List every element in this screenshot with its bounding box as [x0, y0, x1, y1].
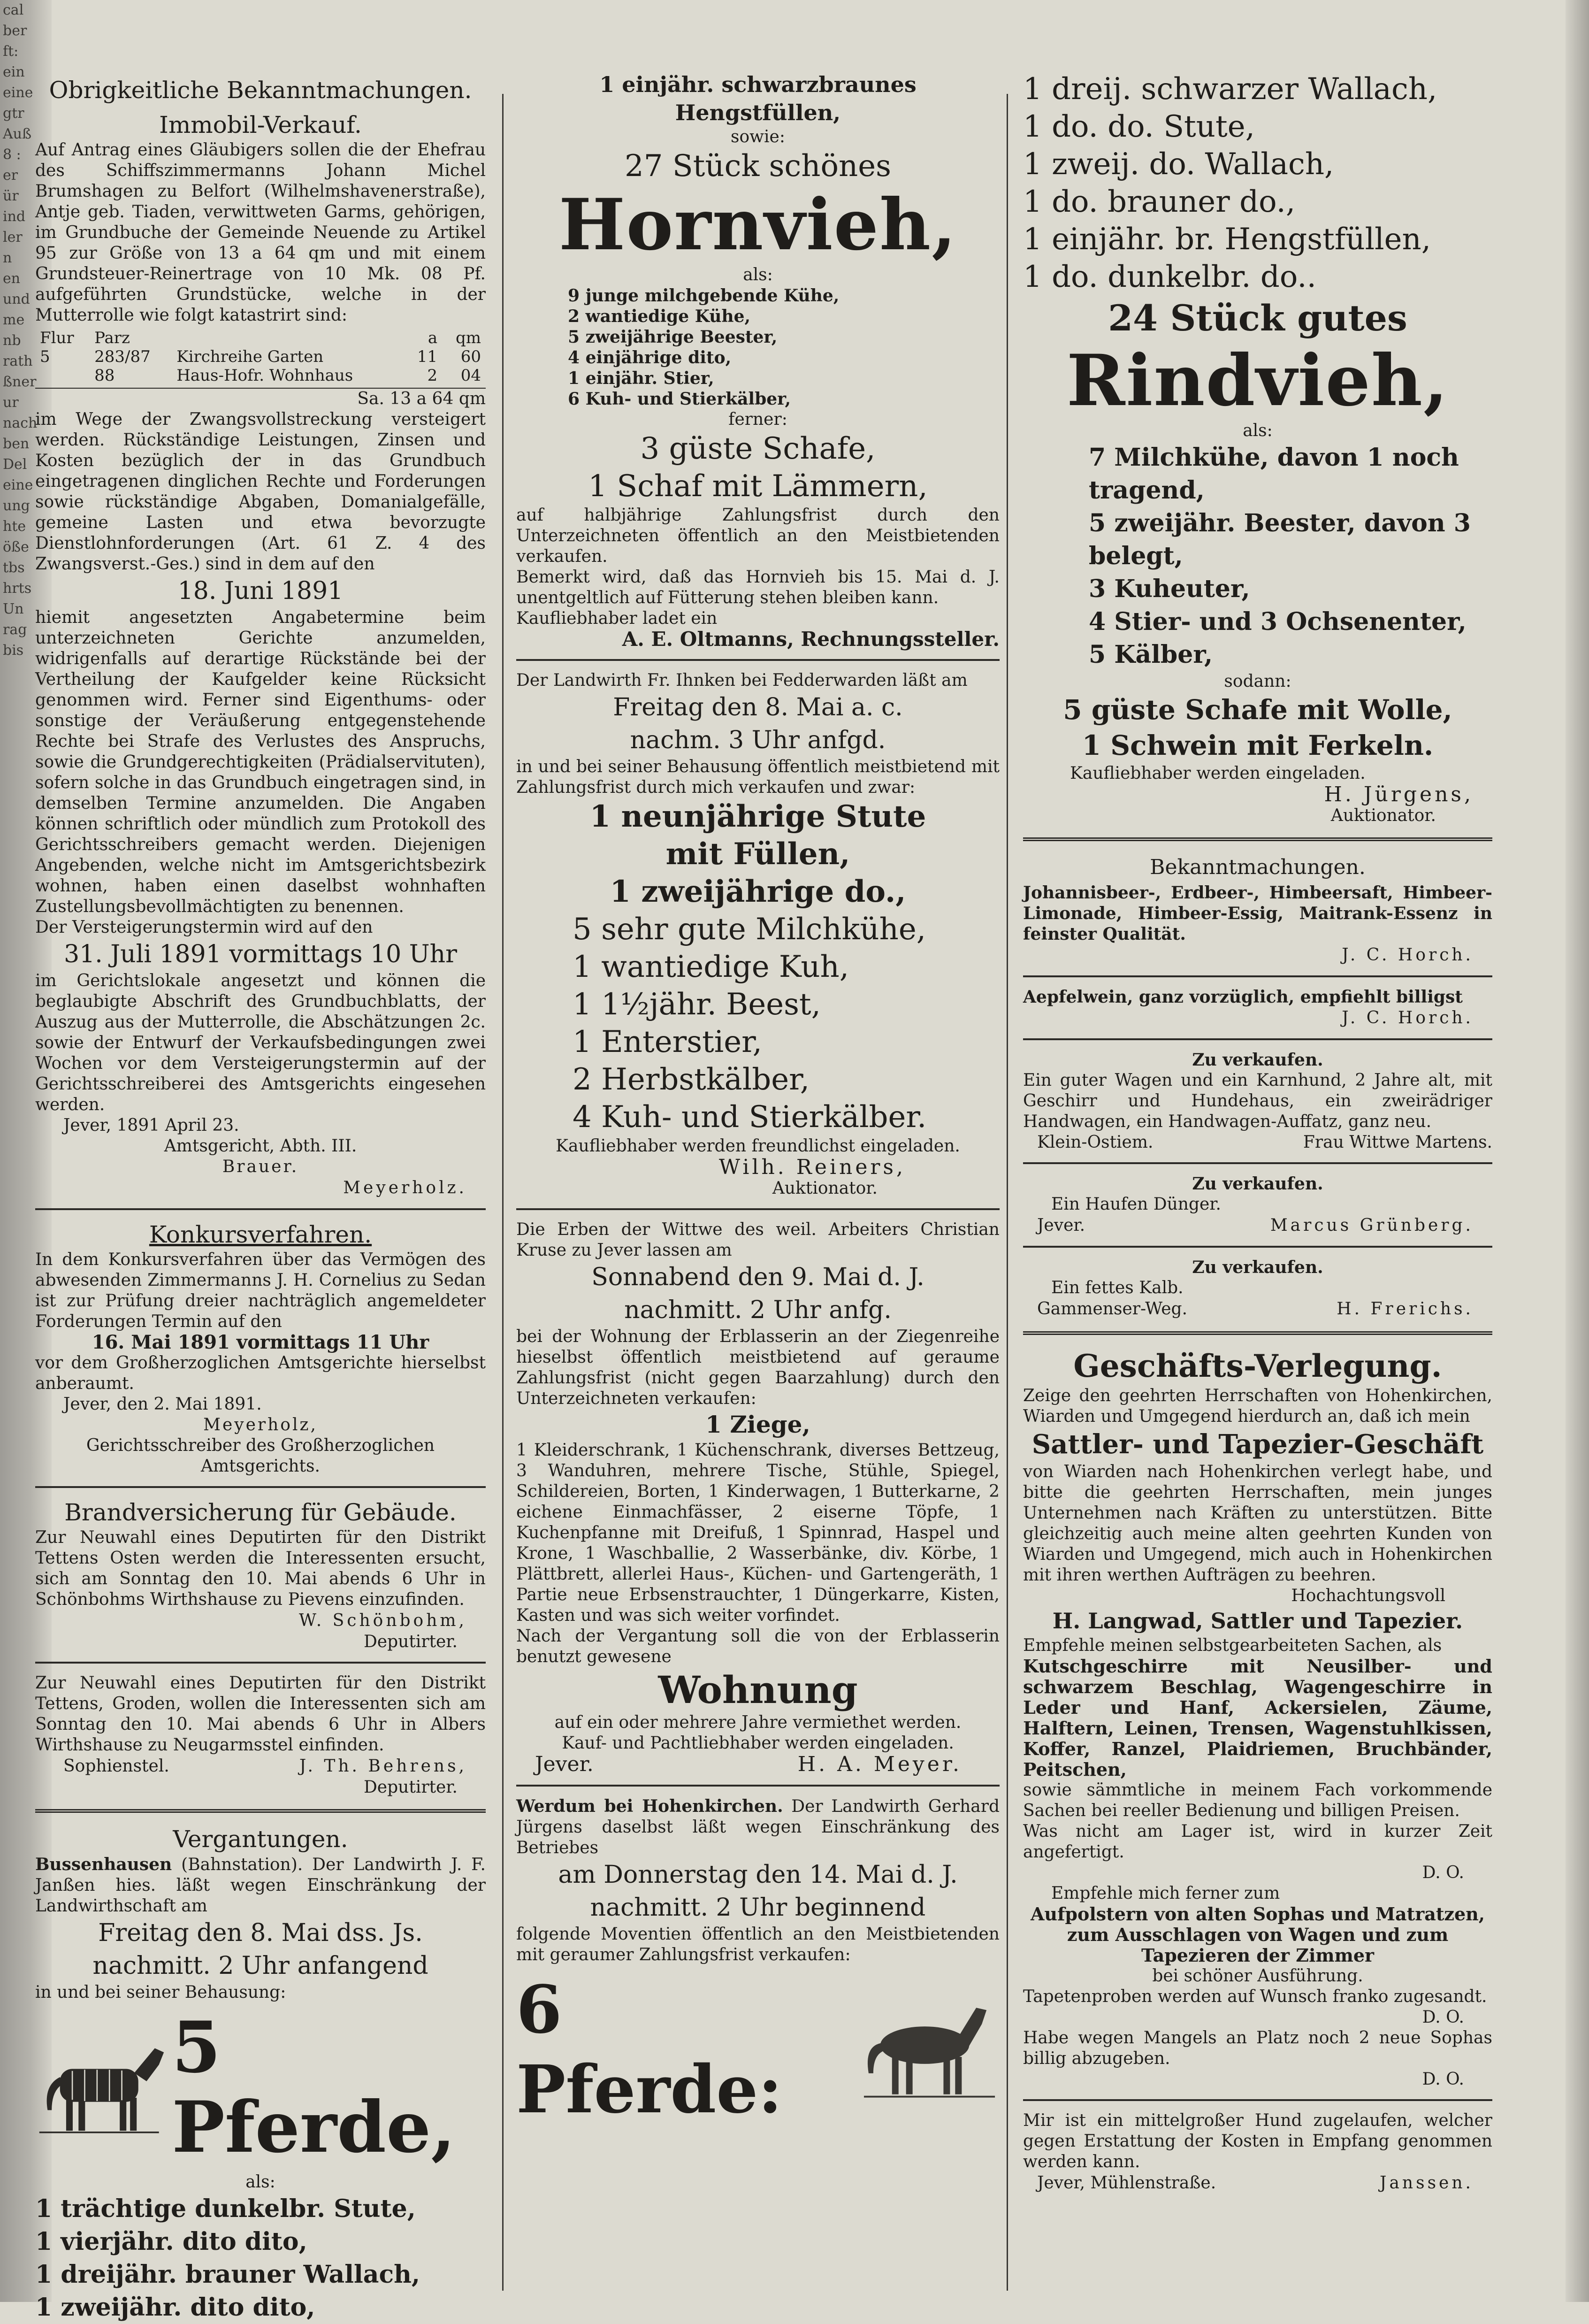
table-cell: Parz — [94, 329, 130, 347]
table-cell: Kirchreihe Garten — [176, 347, 324, 366]
list-item: 5 sehr gute Milchkühe, — [573, 912, 926, 947]
place-date: Jever, den 2. Mai 1891. — [63, 1395, 262, 1414]
gutter-fragment: cal — [3, 2, 24, 18]
notice-text: Der Versteigerungstermin wird auf den — [35, 918, 373, 937]
table-cell: 60 — [460, 347, 481, 366]
list-item: 1 zweij. do. Wallach, — [1023, 147, 1334, 182]
list-item: 6 Kuh- und Stierkälber, — [568, 389, 791, 409]
gutter-fragment: eine — [3, 477, 33, 493]
gutter-fragment: gtr — [3, 105, 24, 122]
heading-brandversicherung: Brandversicherung für Gebäude. — [64, 1499, 457, 1526]
label-ferner: ferner: — [728, 410, 787, 429]
place: Gammenser-Weg. — [1037, 1299, 1188, 1319]
product-list: Kutschgeschirre mit Neusilber- und schwarzem Beschlag, Wagengeschirre in Leder und Hanf, Ackersielen, Zäume, Halftern, Leinen, Trensen, Wagenstuhlkissen, Koffer, Ranzel, Plaidriemen, Bruchbänder, Peitschen, — [1023, 1656, 1492, 1780]
place-date: Jever, 1891 April 23. — [63, 1116, 239, 1135]
notice-text: Kauf- und Pachtliebhaber werden eingeladen. — [562, 1733, 954, 1753]
divider — [1023, 1038, 1492, 1040]
heading-bekanntmachungen: Bekanntmachungen. — [1150, 855, 1366, 879]
notice-text: Der Landwirth Gerhard Jürgens daselbst läßt wegen Einschränkung des Betriebes — [516, 1797, 1000, 1857]
heading-zu-verkaufen: Zu verkaufen. — [1192, 1174, 1323, 1194]
signature: A. E. Oltmanns, Rechnungssteller. — [622, 628, 1000, 651]
column-rule-2 — [1007, 94, 1008, 2291]
signature: H. Frerichs. — [1337, 1299, 1474, 1319]
table-cell: 283/87 — [94, 347, 151, 366]
table-cell: 88 — [94, 366, 115, 385]
notice-text: Auf Antrag eines Gläubigers sollen die der Ehefrau des Schiffszimmermanns Johann Michel Brumshagen zu Belfort (Wilhelmshavenerstraße), Antje geb. Tiaden, verwittweten Garms, gehörigen, im Grundbuche der Gemeinde Neuende zu Artikel 95 zur Größe von 13 a 64 qm und mit einem Grundsteuer-Reinertrage von 10 Mk. 08 Pf. aufgeführten Grundstücke, welche in der Mutterrolle wie folgt katastrirt sind: — [35, 140, 486, 325]
divider — [516, 1785, 1000, 1787]
notice-text: Habe wegen Mangels an Platz noch 2 neue Sophas billig abzugeben. — [1023, 2028, 1492, 2068]
list-item: 4 einjährige dito, — [568, 348, 732, 368]
divider — [35, 1809, 486, 1813]
parcel-table — [35, 329, 486, 385]
date-line: Freitag den 8. Mai a. c. — [613, 693, 903, 721]
divider — [35, 1208, 486, 1210]
notice-text: Die Erben der Wittwe des weil. Arbeiters Christian Kruse zu Jever lassen am — [516, 1220, 1000, 1260]
gutter-fragment: ur — [3, 394, 19, 411]
signature: J. C. Horch. — [1342, 945, 1474, 965]
notice-text: Ein guter Wagen und ein Karnhund, 2 Jahre alt, mit Geschirr und Hundehaus, ein zweirädriger Handwagen, ein Handwagen-Auffatz, ganz neu. — [1023, 1071, 1492, 1131]
place: Jever. — [535, 1752, 594, 1776]
gutter-fragment: ind — [3, 208, 26, 225]
item-line: 5 güste Schafe mit Wolle, — [1063, 694, 1452, 726]
signature: Frau Wittwe Martens. — [1303, 1133, 1492, 1152]
notice-text: hiemit angesetzten Angabetermine beim unterzeichneten Gerichte anzumelden, widrigenfalls auf derartige Rückstände bei der Vertheilung der Kaufgelder keine Rücksicht genommen wird. Ferner sind Eigenthums- oder sonstige der Veräußerung entgegenstehende Rechte bei Strafe des Verlustes des Anspruchs, sowie die Grundgerechtigkeiten (Prädialservituten), sofern solche in das Grundbuch eingetragen sind, in demselben Termine anzumelden. Die Angaben können schriftlich oder mündlich zum Protokoll des Gerichtsschreibers gemacht werden. Diejenigen Angebenden, welche nicht im Amtsgerichtsbezirk wohnen, haben einen daselbst wohnhaften Zustellungsbevollmächtigten zu benennen. — [35, 608, 486, 916]
signature: Meyerholz. — [343, 1178, 467, 1197]
notice-text: Mir ist ein mittelgroßer Hund zugelaufen, welcher gegen Erstattung der Kosten in Empfang genommen werden kann. — [1023, 2111, 1492, 2171]
signature: Wilh. Reiners, — [718, 1155, 906, 1179]
notice-text: Zeige den geehrten Herrschaften von Hohenkirchen, Wiarden und Umgegend hierdurch an, daß ich mein — [1023, 1386, 1492, 1426]
heading-geschaefts-verlegung: Geschäfts-Verlegung. — [1073, 1348, 1442, 1384]
column-2 — [516, 70, 1000, 2130]
list-item: 5 Kälber, — [1089, 640, 1213, 669]
notice-text: In dem Konkursverfahren über das Vermögen des abwesenden Zimmermanns J. H. Cornelius zu Sedan ist zur Prüfung dreier nachträglich angemeldeter Forderungen Termin auf den — [35, 1250, 486, 1331]
notice-text: Bemerkt wird, daß das Hornvieh bis 15. Mai d. J. unentgeltlich auf Fütterung stehen bleiben kann. — [516, 568, 1000, 607]
notice-text: Empfehle mich ferner zum — [1051, 1884, 1280, 1903]
item-line: 3 güste Schafe, — [640, 431, 876, 466]
table-cell: 11 — [417, 347, 438, 366]
signature-title: Auktionator. — [1330, 806, 1436, 825]
gutter-fragment: öße — [3, 539, 29, 555]
gutter-fragment: Del — [3, 456, 27, 473]
business-name: Sattler- und Tapezier-Geschäft — [1031, 1429, 1484, 1460]
divider — [1023, 2099, 1492, 2101]
list-item: 1 Ziege, — [705, 1411, 810, 1438]
notice-text: Tapetenproben werden auf Wunsch franko zugesandt. — [1023, 1987, 1487, 2006]
gutter-fragment: ler — [3, 229, 23, 245]
list-item: 2 wantiedige Kühe, — [568, 307, 751, 326]
gutter-fragment: n — [3, 250, 12, 266]
column-1 — [35, 70, 486, 2324]
list-item: 1 zweijährige do., — [610, 874, 906, 909]
label-als: als: — [245, 2172, 275, 2192]
signature-title: Deputirter. — [363, 1632, 458, 1651]
column-rule-1 — [502, 94, 504, 2291]
place: Klein-Ostiem. — [1037, 1133, 1154, 1152]
signature: J. Th. Behrens, — [299, 1756, 467, 1776]
gutter-fragment: und — [3, 291, 30, 307]
gutter-fragment: rag — [3, 621, 27, 638]
gutter-fragment: ber — [3, 23, 27, 39]
list-item: 7 Milchkühe, davon 1 noch tragend, — [1089, 443, 1459, 505]
list-item: 2 Herbstkälber, — [573, 1062, 810, 1097]
divider — [35, 1486, 486, 1488]
list-item: 1 dreijähr. brauner Wallach, — [35, 2260, 420, 2289]
signature: Janssen. — [1380, 2173, 1474, 2193]
signature-title: Gerichtsschreiber des Großherzoglichen Amtsgerichts. — [86, 1436, 435, 1476]
table-cell: 5 — [40, 347, 50, 366]
gutter-fragment: Un — [3, 601, 24, 617]
signature: Meyerholz, — [203, 1415, 318, 1434]
label-als: als: — [743, 265, 773, 284]
table-cell — [172, 329, 405, 347]
heading-zu-verkaufen: Zu verkaufen. — [1192, 1258, 1323, 1277]
divider — [516, 1208, 1000, 1210]
heading-vergantungen: Vergantungen. — [173, 1825, 348, 1853]
label-sowie: sowie: — [731, 127, 785, 146]
service-list: Aufpolstern von alten Sophas und Matratzen, zum Ausschlagen von Wagen und zum Tapezieren der Zimmer — [1030, 1903, 1485, 1966]
notice-text: in und bei seiner Behausung: — [35, 1983, 286, 2002]
label-sodann: sodann: — [1224, 672, 1291, 691]
divider — [1023, 1331, 1492, 1335]
wohnung-heading: Wohnung — [658, 1668, 858, 1712]
divider — [1023, 837, 1492, 841]
date-line: 31. Juli 1891 vormittags 10 Uhr — [64, 940, 457, 968]
notice-text: im Gerichtslokale angesetzt und können die beglaubigte Abschrift des Grundbuchblatts, der Auszug aus der Mutterrolle, die Abschätzungen 2c. sowie der Entwurf der Verkaufsbedingungen zwei Wochen vor dem Versteigerungstermin auf der Gerichtsschreiberei des Amtsgerichts eingesehen werden. — [35, 971, 486, 1114]
signature-title: Deputirter. — [363, 1778, 458, 1797]
date-line: nachmitt. 2 Uhr anfg. — [624, 1296, 892, 1324]
list-item: 1 einjähr. Stier, — [568, 368, 714, 388]
place: Sophienstel. — [63, 1756, 169, 1776]
gutter-fragment: ft: — [3, 43, 19, 60]
notice-text: Zur Neuwahl eines Deputirten für den Distrikt Tettens Osten werden die Interessenten ersucht, sich am Sonntag den 10. Mai abends 6 Uhr in Schönbohms Wirthshause zu Pievens einzufinden. — [35, 1528, 486, 1609]
list-item: 1 einjähr. br. Hengstfüllen, — [1023, 222, 1431, 257]
notice-text: Kaufliebhaber ladet ein — [516, 609, 718, 628]
list-item: 1 vierjähr. dito dito, — [35, 2227, 307, 2256]
signature: H. A. Meyer. — [797, 1752, 962, 1776]
initials: D. O. — [1422, 2070, 1464, 2089]
notice-text: Johannisbeer-, Erdbeer-, Himbeersaft, Himbeer-Limonade, Himbeer-Essig, Maitrank-Essenz in feinster Qualität. — [1023, 883, 1492, 944]
horse-illustration — [35, 2033, 167, 2141]
notice-text: Kaufliebhaber werden freundlichst eingeladen. — [556, 1136, 960, 1156]
place-name: Werdum bei Hohenkirchen. — [516, 1796, 783, 1816]
horses-heading: 5 Pferde, — [172, 2006, 456, 2169]
signature: H. Jürgens, — [1324, 782, 1474, 806]
list-item: 1 wantiedige Kuh, — [573, 950, 849, 984]
list-item: 1 trächtige dunkelbr. Stute, — [35, 2194, 416, 2223]
date-line: nachmitt. 2 Uhr anfangend — [92, 1952, 428, 1980]
list-item: 1 Enterstier, — [573, 1025, 762, 1059]
list-item: 1 neunjährige Stute — [589, 799, 926, 834]
notice-text: 1 Kleiderschrank, 1 Küchenschrank, diverses Bettzeug, 3 Wanduhren, mehrere Tische, Stühle, Spiegel, Schildereien, Borten, 1 Kinderwagen, 1 Butterkarne, 2 eichene Einmachfässer, 2 eiserne Töpfe, 1 Kuchenpfanne mit Dreifuß, 1 Spinnrad, Haspel und Krone, 1 Waschballie, 2 Wasserbänke, div. Körbe, 1 Plättbrett, allerlei Haus-, Küchen- und Gartengeräth, 1 Partie neue Erbsenstrauchter, 1 Düngerkarre, Kisten, Kasten und was sich weiter vorfindet. — [516, 1441, 1000, 1625]
notice-text: sowie sämmtliche in meinem Fach vorkommende Sachen bei reeller Bedienung und billigen Preisen. — [1023, 1780, 1492, 1820]
gutter-fragment: bis — [3, 642, 24, 659]
signature-title: Auktionator. — [772, 1179, 878, 1198]
gutter-fragment: en — [3, 270, 21, 287]
gutter-fragment: ür — [3, 188, 19, 204]
item-line: 24 Stück gutes — [1108, 297, 1407, 339]
notice-text: in und bei seiner Behausung öffentlich meistbietend mit Zahlungsfrist durch mich verkaufen und zwar: — [516, 757, 1000, 797]
table-cell: 2 — [427, 366, 438, 385]
heading-konkurs: Konkursverfahren. — [149, 1221, 372, 1248]
table-cell: 04 — [460, 366, 481, 385]
notice-text: Nach der Vergantung soll die von der Erblasserin benutzt gewesene — [516, 1626, 1000, 1666]
date-line: 16. Mai 1891 vormittags 11 Uhr — [92, 1331, 429, 1353]
gutter-fragment: me — [3, 312, 25, 328]
gutter-fragment: Auß — [3, 126, 32, 142]
gutter-fragment: hrts — [3, 580, 32, 597]
place: Jever. — [1037, 1216, 1085, 1235]
list-item: 9 junge milchgebende Kühe, — [568, 286, 840, 306]
divider — [516, 659, 1000, 661]
table-cell: a — [428, 329, 438, 347]
gutter-fragment: nach — [3, 415, 38, 431]
signature: J. C. Horch. — [1342, 1008, 1474, 1028]
notice-text: vor dem Großherzoglichen Amtsgerichte hierselbst anberaumt. — [35, 1353, 486, 1393]
gutter-fragment: er — [3, 167, 18, 184]
notice-text: Ein Haufen Dünger. — [1051, 1195, 1222, 1214]
table-cell — [35, 366, 90, 385]
gutter-fragment: ßner — [3, 374, 37, 390]
place: Jever, Mühlenstraße. — [1037, 2173, 1216, 2193]
list-item: 1 do. brauner do., — [1023, 184, 1296, 219]
gutter-fragment: ben — [3, 436, 30, 452]
divider — [1023, 975, 1492, 977]
page-edge — [1566, 0, 1589, 2302]
item-line: 27 Stück schönes — [625, 149, 891, 184]
divider — [1023, 1162, 1492, 1164]
place-name: Bussenhausen — [35, 1855, 172, 1874]
date-line: nachm. 3 Uhr anfgd. — [630, 726, 886, 754]
date-line: nachmitt. 2 Uhr beginnend — [590, 1894, 926, 1922]
table-sum: Sa. 13 a 64 qm — [35, 388, 486, 409]
notice-text: Zur Neuwahl eines Deputirten für den Distrikt Tettens, Groden, wollen die Interessenten sich am Sonntag den 10. Mai abends 6 Uhr in Albers Wirthshause zu Neugarmsstel einfinden. — [35, 1673, 486, 1755]
list-item: 1 1½jähr. Beest, — [573, 987, 821, 1022]
notice-text: Was nicht am Lager ist, wird in kurzer Zeit angefertigt. — [1023, 1822, 1492, 1862]
label-als: als: — [1243, 421, 1273, 440]
notice-text: Aepfelwein, ganz vorzüglich, empfiehlt billigst — [1023, 987, 1463, 1007]
notice-text: bei der Wohnung der Erblasserin an der Ziegenreihe hieselbst öffentlich meistbietend auf geraume Zahlungsfrist (nicht gegen Baarzahlung) durch den Unterzeichneten verkaufen: — [516, 1327, 1000, 1408]
item-line: 1 Schwein mit Ferkeln. — [1082, 729, 1434, 761]
gutter-fragment: rath — [3, 353, 33, 369]
initials: D. O. — [1422, 1863, 1464, 1882]
divider — [35, 1662, 486, 1664]
notice-text: auf halbjährige Zahlungsfrist durch den Unterzeichneten öffentlich an den Meistbietenden verkaufen. — [516, 506, 1000, 566]
notice-text: von Wiarden nach Hohenkirchen verlegt habe, und bitte die geehrten Herrschaften, mein junges Unternehmen nach Kräften zu unterstützen. Bitte gleichzeitig auch meine alten geehrten Kunden von Wiarden und Umgegend, mich auch in Hohenkirchen mit ihren werthen Aufträgen zu beehren. — [1023, 1462, 1492, 1585]
court-name: Amtsgericht, Abth. III. — [164, 1136, 357, 1156]
judge-name: Brauer. — [222, 1157, 299, 1176]
heading-zu-verkaufen: Zu verkaufen. — [1192, 1050, 1323, 1070]
table-cell: qm — [455, 329, 481, 347]
date-line: Freitag den 8. Mai dss. Js. — [98, 1919, 423, 1947]
date-line: 18. Juni 1891 — [177, 577, 344, 605]
item-line: 1 Schaf mit Lämmern, — [588, 469, 928, 504]
notice-text: Der Landwirth Fr. Ihnken bei Fedderwarden läßt am — [516, 671, 968, 690]
gutter-fragment: 8 : — [3, 146, 21, 163]
list-item: 3 Kuheuter, — [1089, 575, 1250, 603]
notice-text: Hochachtungsvoll — [1291, 1586, 1445, 1605]
signature: W. Schönbohm, — [299, 1611, 467, 1630]
list-item: 1 do. do. Stute, — [1023, 109, 1255, 144]
gutter-fragment: eine — [3, 84, 33, 101]
list-item: 5 zweijährige Beester, — [568, 327, 778, 347]
section-heading-official: Obrigkeitliche Bekanntmachungen. — [49, 77, 472, 104]
date-line: am Donnerstag den 14. Mai d. J. — [558, 1861, 958, 1889]
horse-illustration — [859, 1998, 1000, 2102]
table-cell: Haus-Hofr. Wohnhaus — [176, 366, 353, 385]
notice-text: (Bahnstation). Der Landwirth J. F. Janßen hies. läßt wegen Einschränkung der Landwirthschaft am — [35, 1855, 486, 1916]
heading-immobil-verkauf: Immobil-Verkauf. — [159, 111, 362, 138]
gutter-fragment: tbs — [3, 560, 25, 576]
notice-text: bei schöner Ausführung. — [1152, 1966, 1363, 1986]
initials: D. O. — [1422, 2008, 1464, 2027]
gutter-fragment: nb — [3, 332, 21, 349]
signature: Marcus Grünberg. — [1270, 1216, 1474, 1235]
notice-text: Kaufliebhaber werden eingeladen. — [1070, 764, 1366, 783]
rindvieh-heading: Rindvieh, — [1066, 339, 1449, 422]
hornvieh-heading: Hornvieh, — [558, 184, 957, 266]
list-item: 1 do. dunkelbr. do.. — [1023, 260, 1316, 294]
divider — [1023, 1246, 1492, 1248]
notice-text: Empfehle meinen selbstgearbeiteten Sachen, als — [1023, 1636, 1442, 1655]
list-item: mit Füllen, — [665, 836, 850, 872]
list-item: 1 zweijähr. dito dito, — [35, 2293, 315, 2322]
notice-text: folgende Moventien öffentlich an den Meistbietenden mit geraumer Zahlungsfrist verkaufen: — [516, 1925, 1000, 1964]
gutter-fragment: hte — [3, 518, 26, 535]
gutter-fragment: ein — [3, 64, 25, 80]
table-cell: Flur — [40, 329, 74, 347]
date-line: Sonnabend den 9. Mai d. J. — [591, 1263, 924, 1291]
notice-text: Ein fettes Kalb. — [1051, 1278, 1184, 1297]
notice-text: im Wege der Zwangsvollstreckung versteigert werden. Rückständige Leistungen, Zinsen und Kosten bezüglich der in das Grundbuch eingetragenen dinglichen Rechte und Forderungen sowie rückständige Abgaben, Domanialgefälle, gemeine Lasten und etwa bevorzugte Dienstlohnforderungen (Art. 61 Z. 4 des Zwangsverst.-Ges.) sind in dem auf den — [35, 410, 486, 574]
horses-heading: 6 Pferde: — [516, 1971, 782, 2128]
list-item: 1 dreij. schwarzer Wallach, — [1023, 72, 1437, 107]
notice-text: auf ein oder mehrere Jahre vermiethet werden. — [554, 1713, 962, 1732]
list-item: 4 Kuh- und Stierkälber. — [573, 1100, 927, 1135]
item-line: 1 einjähr. schwarzbraunes Hengstfüllen, — [599, 72, 917, 125]
list-item: 5 zweijähr. Beester, davon 3 belegt, — [1089, 509, 1471, 570]
business-owner: H. Langwad, Sattler und Tapezier. — [1052, 1608, 1463, 1634]
list-item: 4 Stier- und 3 Ochsenenter, — [1089, 607, 1467, 636]
gutter-fragment: ung — [3, 498, 30, 514]
column-3 — [1023, 70, 1492, 2194]
